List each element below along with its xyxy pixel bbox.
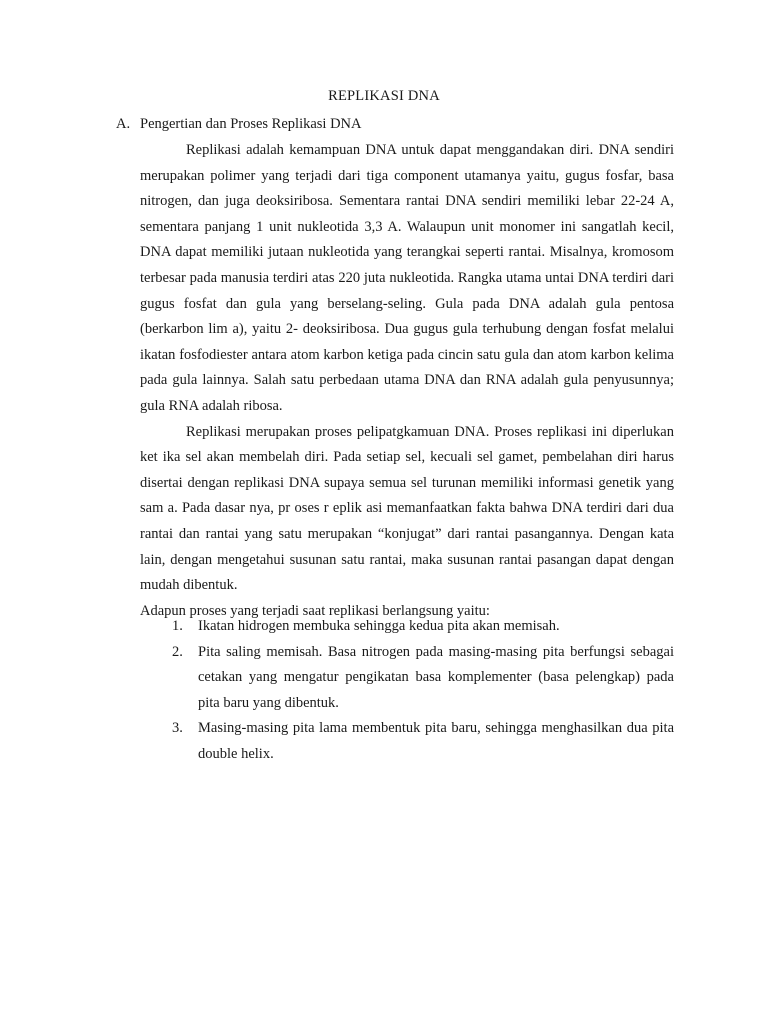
steps-list — [172, 614, 674, 768]
list-item — [172, 614, 674, 640]
paragraph-process: Replikasi merupakan proses pelipatgkamuan DNA. Proses replikasi ini diperlukan ket ika sel akan membelah diri. Pada setiap sel, kecuali sel gamet, pembelahan diri harus disertai dengan replikasi DNA supaya semua sel turunan memiliki informasi genetik yang sam a. Pada dasar nya, pr oses r eplik asi memanfaatkan fakta bahwa DNA terdiri dari dua rantai dan rantai yang satu merupakan “konjugat” dari rantai pasangannya. Dengan kata lain, dengan mengetahui susunan satu rantai, maka susunan rantai pasangan dapat dengan mudah dibentuk. — [140, 423, 674, 594]
step-text: Pita saling memisah. Basa nitrogen pada masing-masing pita berfungsi sebagai cetakan yang mengatur pengikatan basa komplementer (basa pelengkap) pada pita baru yang dibentuk. — [198, 643, 674, 711]
document-title: REPLIKASI DNA — [328, 88, 440, 104]
section-heading-text: Pengertian dan Proses Replikasi DNA — [140, 116, 362, 132]
section-heading — [116, 114, 362, 134]
list-item — [172, 640, 674, 717]
step-text: Ikatan hidrogen membuka sehingga kedua pita akan memisah. — [198, 618, 560, 634]
list-item — [172, 716, 674, 767]
steps-intro: Adapun proses yang terjadi saat replikasi berlangsung yaitu: — [140, 602, 490, 619]
paragraph-definition: Replikasi adalah kemampuan DNA untuk dapat menggandakan diri. DNA sendiri merupakan polimer yang terjadi dari tiga component utamanya yaitu, gugus fosfar, basa nitrogen, dan juga deoksiribosa. Sementara rantai DNA sendiri memiliki lebar 22-24 A, sementara panjang 1 unit nukleotida 3,3 A. Walaupun unit monomer ini sangatlah kecil, DNA dapat memiliki jutaan nukleotida yang terangkai seperti rantai. Misalnya, kromosom terbesar pada manusia terdiri atas 220 juta nukleotida. Rangka utama untai DNA terdiri dari gugus fosfat dan gula yang berselang-seling. Gula pada DNA adalah gula pentosa (berkarbon lim a), yaitu 2- deoksiribosa. Dua gugus gula terhubung dengan fosfat melalui ikatan fosfodiester antara atom karbon ketiga pada cincin satu gula dan atom karbon kelima pada gula lainnya. Salah satu perbedaan utama DNA dan RNA adalah gula penyusunnya; gula RNA adalah ribosa. — [140, 142, 674, 414]
step-text: Masing-masing pita lama membentuk pita baru, sehingga menghasilkan dua pita double helix. — [198, 720, 674, 762]
step-number: 2. — [172, 643, 183, 660]
step-number: 3. — [172, 720, 183, 737]
section-letter: A. — [116, 116, 131, 132]
step-number: 1. — [172, 618, 183, 634]
body-text — [140, 138, 674, 624]
